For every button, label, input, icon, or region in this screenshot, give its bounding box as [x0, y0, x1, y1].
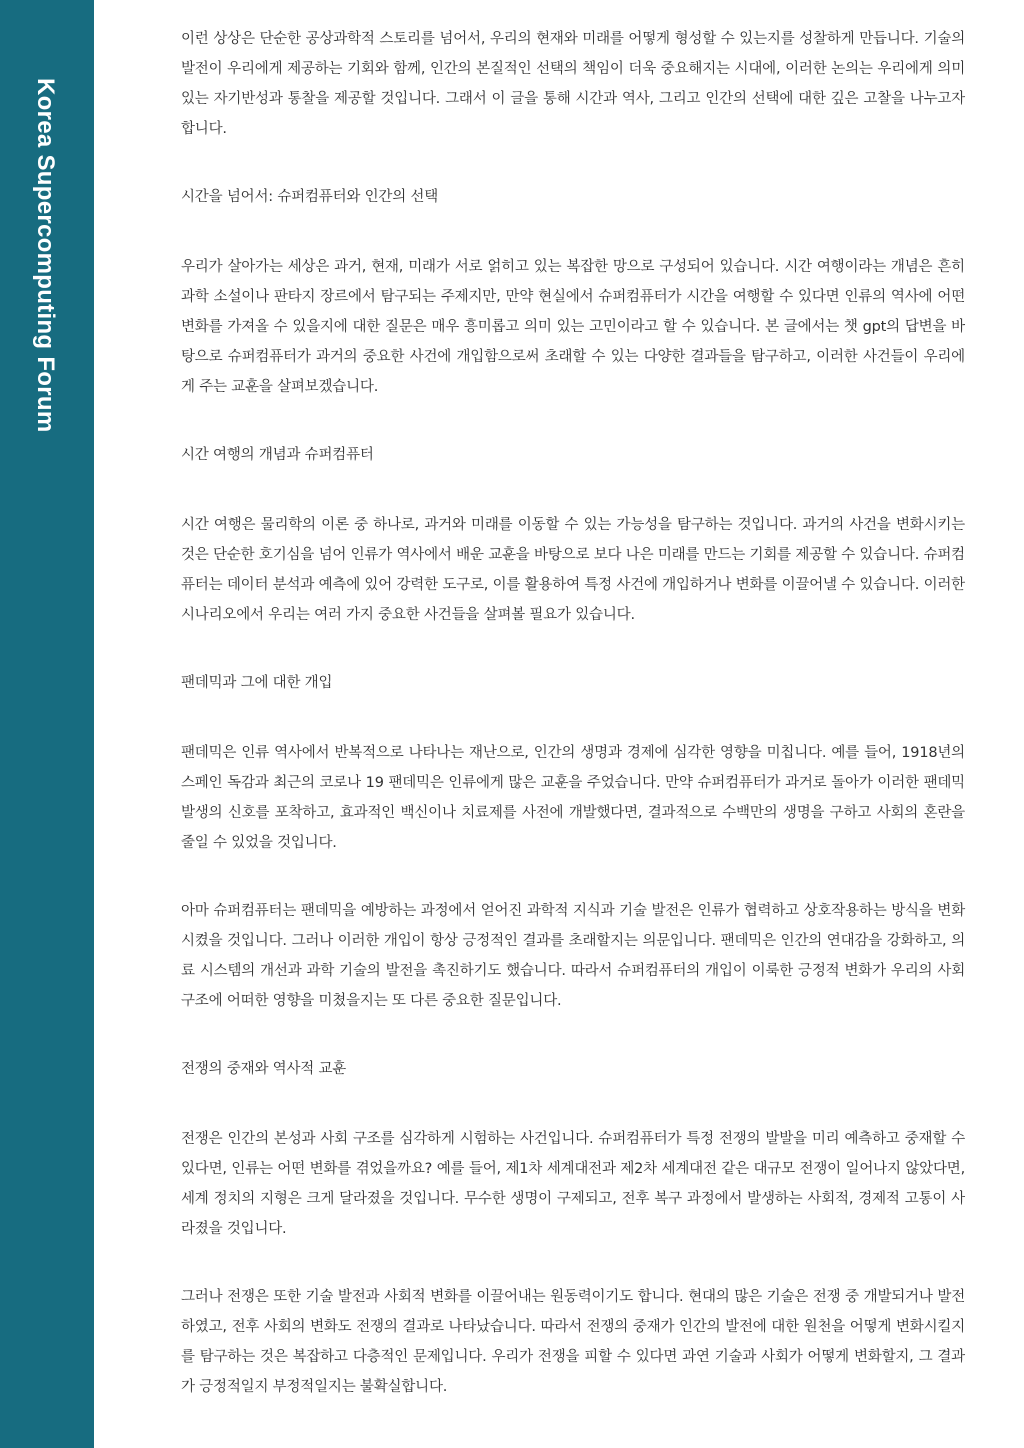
body-paragraph: 전쟁은 인간의 본성과 사회 구조를 심각하게 시험하는 사건입니다. 슈퍼컴퓨터가 특정 전쟁의 발발을 미리 예측하고 중재할 수 있다면, 인류는 어떤 변화를 겪었을까요? 예를 들어, 제1차 세계대전과 제2차 세계대전 같은 대규모 전쟁이 일어나지 않았다면, 세계 정치의 지형은 크게 달라졌을 것입니다. 무수한 생명이 구제되고, 전후 복구 과정에서 발생하는 사회적, 경제적 고통이 사라졌을 것입니다.: [181, 1131, 965, 1237]
article-body: [181, 24, 965, 1440]
intro-paragraph: 이런 상상은 단순한 공상과학적 스토리를 넘어서, 우리의 현재와 미래를 어떻게 형성할 수 있는지를 성찰하게 만듭니다. 기술의 발전이 우리에게 제공하는 기회와 함께, 인간의 본질적인 선택의 책임이 더욱 중요해지는 시대에, 이러한 논의는 우리에게 의미 있는 자기반성과 통찰을 제공할 것입니다. 그래서 이 글을 통해 시간과 역사, 그리고 인간의 선택에 대한 깊은 고찰을 나누고자 합니다.: [181, 31, 965, 137]
section-heading: 시간 여행의 개념과 슈퍼컴퓨터: [181, 447, 374, 463]
body-paragraph: 아마 슈퍼컴퓨터는 팬데믹을 예방하는 과정에서 얻어진 과학적 지식과 기술 발전은 인류가 협력하고 상호작용하는 방식을 변화시켰을 것입니다. 그러나 이러한 개입이 항상 긍정적인 결과를 초래할지는 의문입니다. 팬데믹은 인간의 연대감을 강화하고, 의료 시스템의 개선과 과학 기술의 발전을 촉진하기도 했습니다. 따라서 슈퍼컴퓨터의 개입이 이룩한 긍정적 변화가 우리의 사회 구조에 어떠한 영향을 미쳤을지는 또 다른 중요한 질문입니다.: [181, 903, 965, 1009]
section-heading: 팬데믹과 그에 대한 개입: [181, 675, 333, 691]
body-paragraph: 시간 여행은 물리학의 이론 중 하나로, 과거와 미래를 이동할 수 있는 가능성을 탐구하는 것입니다. 과거의 사건을 변화시키는 것은 단순한 호기심을 넘어 인류가 역사에서 배운 교훈을 바탕으로 보다 나은 미래를 만드는 기회를 제공할 수 있습니다. 슈퍼컴퓨터는 데이터 분석과 예측에 있어 강력한 도구로, 이를 활용하여 특정 사건에 개입하거나 변화를 이끌어낼 수 있습니다. 이러한 시나리오에서 우리는 여러 가지 중요한 사건들을 살펴볼 필요가 있습니다.: [181, 517, 965, 623]
sidebar-band: [0, 0, 94, 1448]
body-paragraph: 그러나 전쟁은 또한 기술 발전과 사회적 변화를 이끌어내는 원동력이기도 합니다. 현대의 많은 기술은 전쟁 중 개발되거나 발전하였고, 전후 사회의 변화도 전쟁의 결과로 나타났습니다. 따라서 전쟁의 중재가 인간의 발전에 대한 원천을 어떻게 변화시킬지를 탐구하는 것은 복잡하고 다층적인 문제입니다. 우리가 전쟁을 피할 수 있다면 과연 기술과 사회가 어떻게 변화할지, 그 결과가 긍정적일지 부정적일지는 불확실합니다.: [181, 1289, 965, 1395]
body-paragraph: 우리가 살아가는 세상은 과거, 현재, 미래가 서로 얽히고 있는 복잡한 망으로 구성되어 있습니다. 시간 여행이라는 개념은 흔히 과학 소설이나 판타지 장르에서 탐구되는 주제지만, 만약 현실에서 슈퍼컴퓨터가 시간을 여행할 수 있다면 인류의 역사에 어떤 변화를 가져올 수 있을지에 대한 질문은 매우 흥미롭고 의미 있는 고민이라고 할 수 있습니다. 본 글에서는 챗 gpt의 답변을 바탕으로 슈퍼컴퓨터가 과거의 중요한 사건에 개입함으로써 초래할 수 있는 다양한 결과들을 탐구하고, 이러한 사건들이 우리에게 주는 교훈을 살펴보겠습니다.: [181, 259, 965, 395]
section-heading: 전쟁의 중재와 역사적 교훈: [181, 1061, 347, 1077]
sidebar-title: Korea Supercomputing Forum: [32, 78, 59, 433]
body-paragraph: 팬데믹은 인류 역사에서 반복적으로 나타나는 재난으로, 인간의 생명과 경제에 심각한 영향을 미칩니다. 예를 들어, 1918년의 스페인 독감과 최근의 코로나 19 팬데믹은 인류에게 많은 교훈을 주었습니다. 만약 슈퍼컴퓨터가 과거로 돌아가 이러한 팬데믹 발생의 신호를 포착하고, 효과적인 백신이나 치료제를 사전에 개발했다면, 결과적으로 수백만의 생명을 구하고 사회의 혼란을 줄일 수 있었을 것입니다.: [181, 745, 965, 851]
section-heading: 시간을 넘어서: 슈퍼컴퓨터와 인간의 선택: [181, 189, 439, 205]
